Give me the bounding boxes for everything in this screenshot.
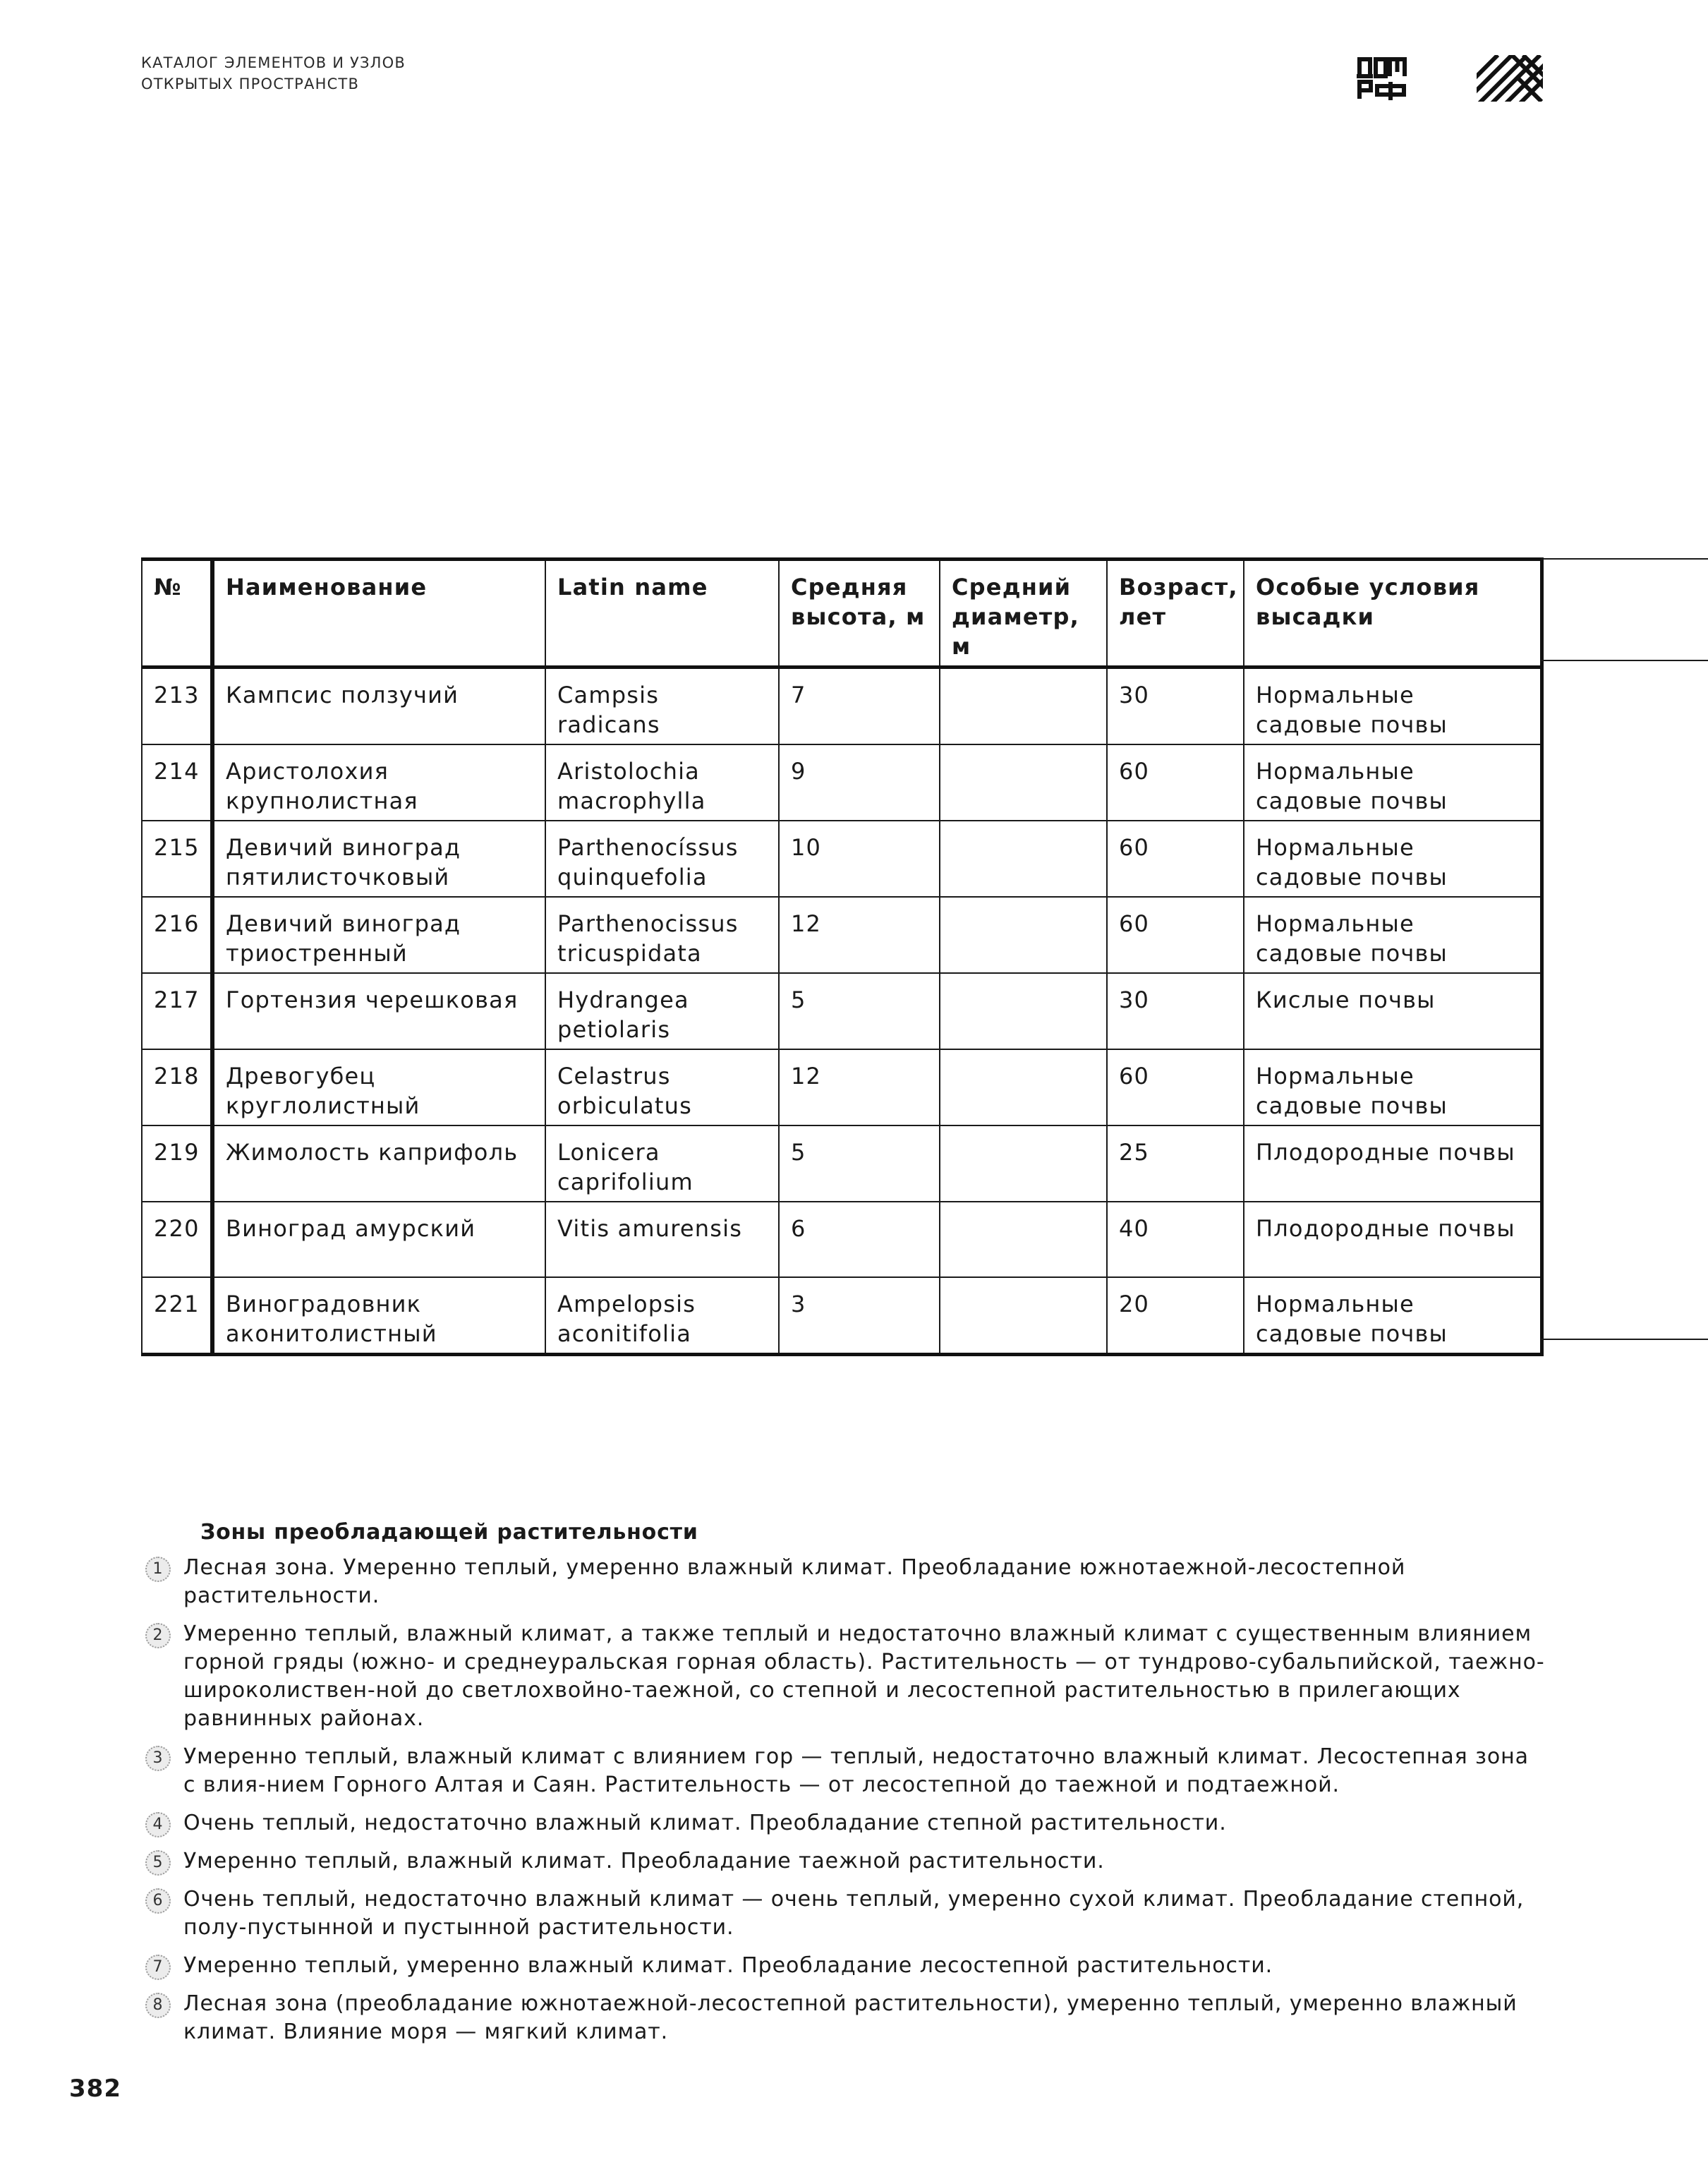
zone-number-badge: 2 — [145, 1623, 171, 1648]
cell-height: 12 — [779, 1049, 940, 1125]
cell-latin-name: Celastrus orbiculatus — [545, 1049, 779, 1125]
zone-number-badge: 7 — [145, 1955, 171, 1980]
zone-description: Умеренно теплый, влажный климат с влиянием гор — теплый, недостаточно влажный климат. Лесостепная зона с влия-нием Горного Алтая и Саян. Растительность — от лесостепной до таежной и подтаежной. — [183, 1744, 1529, 1797]
cell-conditions: Плодородные почвы — [1244, 1125, 1542, 1202]
cell-age: 60 — [1107, 1049, 1244, 1125]
zones-list — [141, 1554, 1545, 2056]
cell-latin-name: Ampelopsis aconitifolia — [545, 1277, 779, 1355]
table-row — [142, 744, 1542, 821]
cell-diameter — [940, 821, 1107, 897]
table-row — [142, 1049, 1542, 1125]
table-row — [142, 668, 1542, 745]
cell-number: 217 — [142, 973, 212, 1049]
cell-conditions: Плодородные почвы — [1244, 1202, 1542, 1277]
cell-age: 30 — [1107, 668, 1244, 745]
cell-number: 214 — [142, 744, 212, 821]
cell-name: Виноградовник аконитолистный — [212, 1277, 545, 1355]
cell-name: Аристолохия крупнолистная — [212, 744, 545, 821]
list-item — [141, 1809, 1545, 1837]
cell-diameter — [940, 1202, 1107, 1277]
cell-height: 9 — [779, 744, 940, 821]
cell-age: 30 — [1107, 973, 1244, 1049]
cell-height: 5 — [779, 973, 940, 1049]
list-item — [141, 1554, 1545, 1610]
list-item — [141, 1885, 1545, 1942]
cell-height: 7 — [779, 668, 940, 745]
list-item — [141, 1847, 1545, 1876]
zone-description: Умеренно теплый, влажный климат, а также теплый и недостаточно влажный климат с существенным влиянием горной гряды (южно- и среднеуральская горная область). Растительность — от тундрово-субальпийской, таежно-широколиствен-ной до светлохвойно-таежной, со степной и лесостепной растительностью в прилегающих равнинных районах. — [183, 1622, 1545, 1731]
cell-diameter — [940, 668, 1107, 745]
cell-latin-name: Vitis amurensis — [545, 1202, 779, 1277]
cell-age: 60 — [1107, 821, 1244, 897]
cell-number: 215 — [142, 821, 212, 897]
zone-description: Очень теплый, недостаточно влажный климат — очень теплый, умеренно сухой климат. Преобладание степной, полу-пустынной и пустынной растительности. — [183, 1887, 1525, 1940]
zone-description: Лесная зона. Умеренно теплый, умеренно влажный климат. Преобладание южнотаежной-лесостепной растительности. — [183, 1555, 1406, 1608]
header-latin-name: Latin name — [545, 560, 779, 668]
cell-name: Гортензия черешковая — [212, 973, 545, 1049]
table-header-row — [142, 560, 1542, 668]
list-item — [141, 1743, 1545, 1799]
diagonal-hatch-logo-icon — [1477, 55, 1543, 102]
cell-name: Девичий виноград пятилисточковый — [212, 821, 545, 897]
cell-number: 221 — [142, 1277, 212, 1355]
cell-height: 3 — [779, 1277, 940, 1355]
header-average-height: Средняя высота, м — [779, 560, 940, 668]
cell-name: Виноград амурский — [212, 1202, 545, 1277]
cell-latin-name: Lonicera caprifolium — [545, 1125, 779, 1202]
cell-height: 5 — [779, 1125, 940, 1202]
list-item — [141, 1952, 1545, 1980]
zone-number-badge: 3 — [145, 1746, 171, 1771]
header-name: Наименование — [212, 560, 545, 668]
cell-diameter — [940, 744, 1107, 821]
cell-number: 218 — [142, 1049, 212, 1125]
zone-number-badge: 1 — [145, 1557, 171, 1582]
list-item — [141, 1620, 1545, 1733]
table-row — [142, 897, 1542, 973]
cell-latin-name: Parthenocissus tricuspidata — [545, 897, 779, 973]
cell-diameter — [940, 973, 1107, 1049]
cell-conditions: Нормальные садовые почвы — [1244, 668, 1542, 745]
cell-diameter — [940, 1125, 1107, 1202]
cell-latin-name: Aristolochia macrophylla — [545, 744, 779, 821]
cell-age: 60 — [1107, 897, 1244, 973]
cell-name: Девичий виноград триостренный — [212, 897, 545, 973]
cell-diameter — [940, 1277, 1107, 1355]
catalog-title-line-2: ОТКРЫТЫХ ПРОСТРАНСТВ — [141, 76, 360, 92]
list-item — [141, 1990, 1545, 2046]
dom-rf-logo-icon — [1356, 55, 1407, 102]
cell-latin-name: Parthenocíssus quinquefolia — [545, 821, 779, 897]
catalog-title-line-1: КАТАЛОГ ЭЛЕМЕНТОВ И УЗЛОВ — [141, 54, 406, 71]
table-row — [142, 973, 1542, 1049]
zone-description: Лесная зона (преобладание южнотаежной-лесостепной растительности), умеренно теплый, умеренно влажный климат. Влияние моря — мягкий климат. — [183, 1991, 1518, 2044]
page-number: 382 — [69, 2075, 121, 2103]
cell-age: 60 — [1107, 744, 1244, 821]
zone-number-badge: 6 — [145, 1888, 171, 1914]
table-row — [142, 1125, 1542, 1202]
cell-name: Жимолость каприфоль — [212, 1125, 545, 1202]
cell-conditions: Нормальные садовые почвы — [1244, 821, 1542, 897]
table-row — [142, 1202, 1542, 1277]
cell-conditions: Кислые почвы — [1244, 973, 1542, 1049]
cell-conditions: Нормальные садовые почвы — [1244, 744, 1542, 821]
header-planting-conditions: Особые условия высадки — [1244, 560, 1542, 668]
plant-table — [141, 557, 1544, 1356]
cell-age: 20 — [1107, 1277, 1244, 1355]
zone-description: Очень теплый, недостаточно влажный климат. Преобладание степной растительности. — [183, 1811, 1227, 1835]
cell-conditions: Нормальные садовые почвы — [1244, 1049, 1542, 1125]
table-row — [142, 1277, 1542, 1355]
table-row — [142, 821, 1542, 897]
cell-latin-name: Hydrangea petiolaris — [545, 973, 779, 1049]
table-rule-extension — [1541, 558, 1708, 560]
cell-name: Древогубец круглолистный — [212, 1049, 545, 1125]
zones-heading: Зоны преобладающей растительности — [200, 1520, 698, 1545]
table-rule-extension — [1541, 1339, 1708, 1340]
cell-conditions: Нормальные садовые почвы — [1244, 1277, 1542, 1355]
cell-number: 220 — [142, 1202, 212, 1277]
zone-number-badge: 5 — [145, 1850, 171, 1876]
cell-height: 6 — [779, 1202, 940, 1277]
cell-height: 10 — [779, 821, 940, 897]
header-number: № — [142, 560, 212, 668]
zone-description: Умеренно теплый, влажный климат. Преобладание таежной растительности. — [183, 1849, 1105, 1873]
cell-diameter — [940, 897, 1107, 973]
header-average-diameter: Средний диаметр, м — [940, 560, 1107, 668]
zone-number-badge: 8 — [145, 1993, 171, 2018]
header-age: Возраст, лет — [1107, 560, 1244, 668]
catalog-title — [141, 52, 406, 95]
cell-number: 219 — [142, 1125, 212, 1202]
cell-latin-name: Campsis radicans — [545, 668, 779, 745]
cell-diameter — [940, 1049, 1107, 1125]
cell-conditions: Нормальные садовые почвы — [1244, 897, 1542, 973]
table-rule-extension — [1541, 660, 1708, 661]
cell-number: 216 — [142, 897, 212, 973]
cell-age: 40 — [1107, 1202, 1244, 1277]
cell-name: Кампсис ползучий — [212, 668, 545, 745]
zone-description: Умеренно теплый, умеренно влажный климат. Преобладание лесостепной растительности. — [183, 1953, 1273, 1978]
cell-age: 25 — [1107, 1125, 1244, 1202]
zone-number-badge: 4 — [145, 1812, 171, 1837]
cell-height: 12 — [779, 897, 940, 973]
cell-number: 213 — [142, 668, 212, 745]
